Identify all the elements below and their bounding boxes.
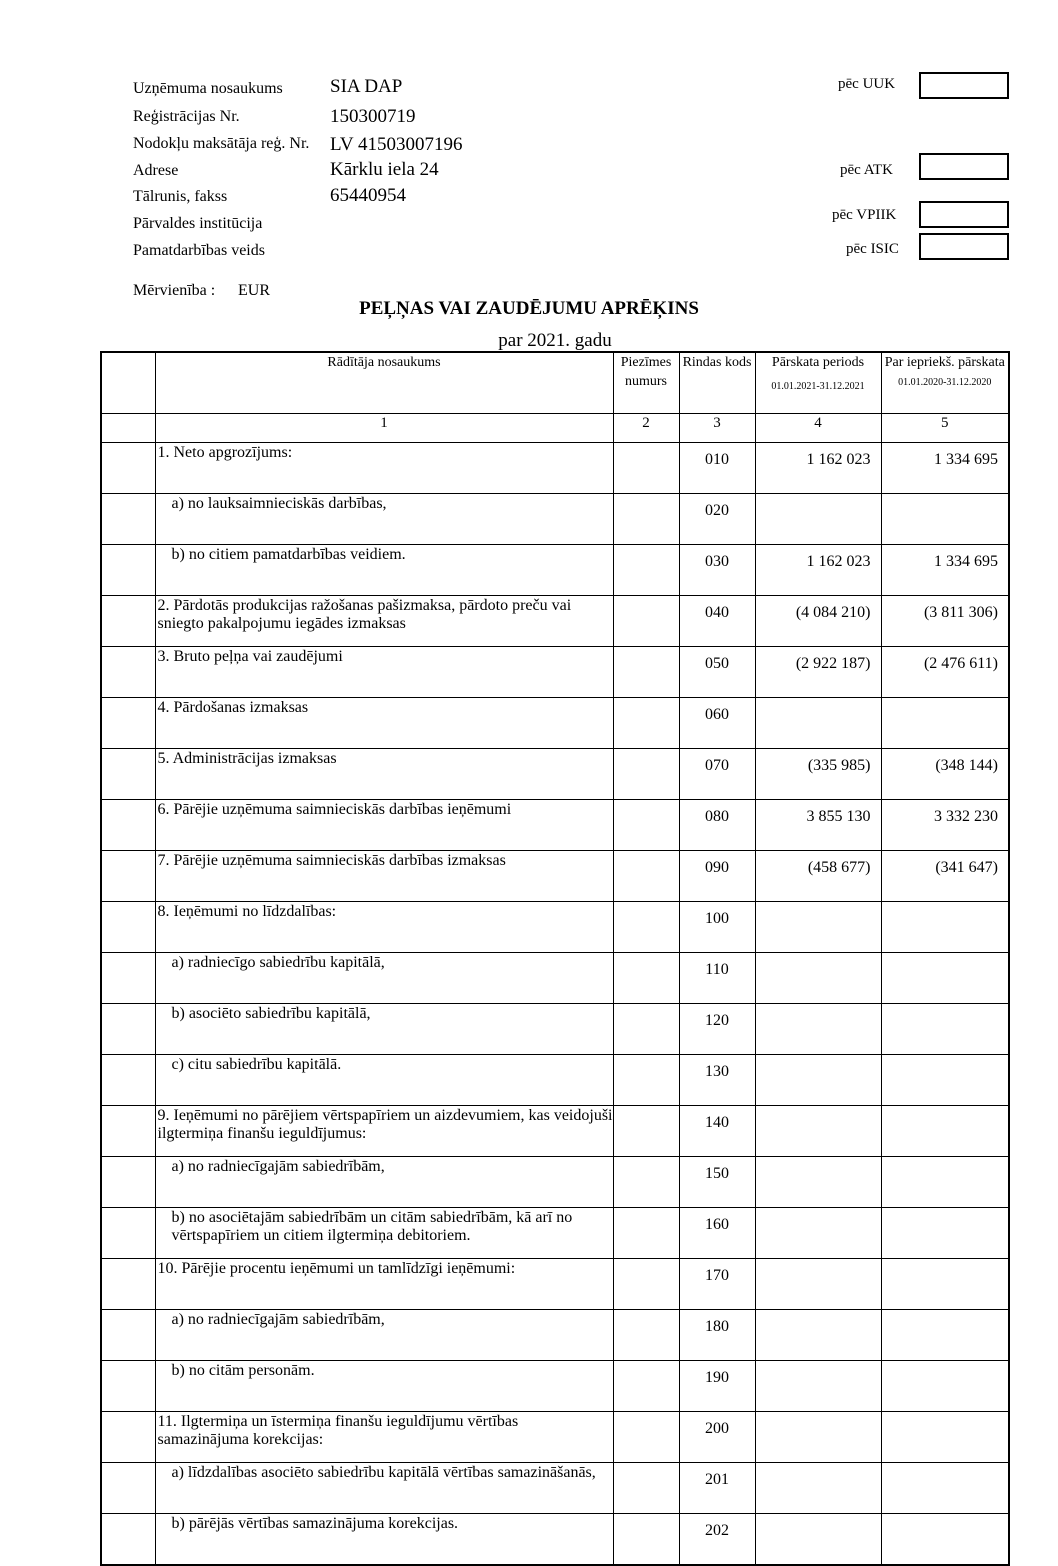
row-notes [613, 1157, 679, 1208]
row-marker-cell [101, 1208, 155, 1259]
row-marker-cell [101, 1463, 155, 1514]
col-number: 5 [881, 414, 1009, 443]
row-previous-value: 3 332 230 [881, 800, 1009, 851]
uuk-box[interactable] [919, 72, 1009, 99]
row-previous-value: (341 647) [881, 851, 1009, 902]
activity-label: Pamatdarbības veids [133, 242, 265, 259]
row-code: 120 [679, 1004, 755, 1055]
row-name: 5. Administrācijas izmaksas [155, 749, 613, 800]
isic-label: pēc ISIC [846, 241, 899, 257]
header-current-period: 01.01.2021-31.12.2021 [771, 381, 865, 392]
row-name: 1. Neto apgrozījums: [155, 443, 613, 494]
row-marker-cell [101, 443, 155, 494]
row-name: 11. Ilgtermiņa un īstermiņa finanšu ieguldījumu vērtības samazinājuma korekcijas: [155, 1412, 613, 1463]
row-name: a) no radniecīgajām sabiedrībām, [155, 1310, 613, 1361]
row-name: b) asociēto sabiedrību kapitālā, [155, 1004, 613, 1055]
row-marker-cell [101, 596, 155, 647]
row-name: 2. Pārdotās produkcijas ražošanas pašizmaksa, pārdoto preču vai sniegto pakalpojumu iegādes izmaksas [155, 596, 613, 647]
row-marker-cell [101, 1259, 155, 1310]
row-marker-cell [101, 953, 155, 1004]
col-number-blank [101, 414, 155, 443]
row-previous-value [881, 953, 1009, 1004]
row-code: 202 [679, 1514, 755, 1566]
row-notes [613, 749, 679, 800]
row-current-value [755, 494, 881, 545]
row-name: 9. Ieņēmumi no pārējiem vērtspapīriem un aizdevumiem, kas veidojuši ilgtermiņa finanšu ieguldījumus: [155, 1106, 613, 1157]
row-previous-value [881, 1361, 1009, 1412]
row-notes [613, 494, 679, 545]
row-name: 7. Pārējie uzņēmuma saimnieciskās darbības izmaksas [155, 851, 613, 902]
row-code: 020 [679, 494, 755, 545]
row-notes [613, 953, 679, 1004]
row-notes [613, 1361, 679, 1412]
row-notes [613, 1106, 679, 1157]
row-code: 090 [679, 851, 755, 902]
vpiik-label: pēc VPIIK [832, 207, 897, 223]
row-previous-value: (348 144) [881, 749, 1009, 800]
row-current-value: (4 084 210) [755, 596, 881, 647]
row-marker-cell [101, 545, 155, 596]
row-code: 201 [679, 1463, 755, 1514]
header-code: Rindas kods [679, 352, 755, 414]
row-current-value: 1 162 023 [755, 545, 881, 596]
row-name: b) no citiem pamatdarbības veidiem. [155, 545, 613, 596]
uuk-label: pēc UUK [838, 76, 896, 92]
row-previous-value [881, 1208, 1009, 1259]
row-marker-cell [101, 1004, 155, 1055]
table-row [101, 1157, 1009, 1208]
row-code: 010 [679, 443, 755, 494]
company-name-value: SIA DAP [330, 76, 403, 97]
row-current-value [755, 1208, 881, 1259]
row-current-value [755, 1055, 881, 1106]
row-notes [613, 1259, 679, 1310]
table-row [101, 596, 1009, 647]
page-title: PEĻŅAS VAI ZAUDĒJUMU APRĒĶINS [359, 298, 699, 319]
row-previous-value [881, 1310, 1009, 1361]
row-previous-value: 1 334 695 [881, 443, 1009, 494]
authority-label: Pārvaldes institūcija [133, 215, 263, 232]
table-row [101, 1310, 1009, 1361]
table-row [101, 1106, 1009, 1157]
row-notes [613, 1055, 679, 1106]
row-current-value [755, 953, 881, 1004]
table-row [101, 1208, 1009, 1259]
col-number: 3 [679, 414, 755, 443]
table-row [101, 851, 1009, 902]
row-code: 060 [679, 698, 755, 749]
row-marker-cell [101, 800, 155, 851]
row-notes [613, 1463, 679, 1514]
table-row [101, 953, 1009, 1004]
table-row [101, 443, 1009, 494]
row-previous-value [881, 1106, 1009, 1157]
income-statement-table [100, 351, 1010, 1566]
table-row [101, 1514, 1009, 1566]
row-code: 100 [679, 902, 755, 953]
row-notes [613, 545, 679, 596]
address-value: Kārklu iela 24 [330, 159, 439, 180]
row-marker-cell [101, 494, 155, 545]
row-marker-cell [101, 1412, 155, 1463]
row-previous-value [881, 1055, 1009, 1106]
row-name: 6. Pārējie uzņēmuma saimnieciskās darbības ieņēmumi [155, 800, 613, 851]
row-code: 160 [679, 1208, 755, 1259]
company-name-label: Uzņēmuma nosaukums [133, 80, 283, 97]
table-row [101, 545, 1009, 596]
header-previous-label: Par iepriekš. pārskata [884, 355, 1005, 370]
table-row [101, 1361, 1009, 1412]
row-current-value [755, 902, 881, 953]
row-previous-value: (3 811 306) [881, 596, 1009, 647]
row-current-value [755, 1106, 881, 1157]
col-number: 1 [155, 414, 613, 443]
vpiik-box[interactable] [919, 201, 1009, 228]
row-notes [613, 1004, 679, 1055]
row-marker-cell [101, 851, 155, 902]
row-code: 170 [679, 1259, 755, 1310]
table-row [101, 749, 1009, 800]
row-marker-cell [101, 1106, 155, 1157]
row-notes [613, 1208, 679, 1259]
row-code: 180 [679, 1310, 755, 1361]
row-previous-value [881, 1463, 1009, 1514]
row-code: 140 [679, 1106, 755, 1157]
table-row [101, 1463, 1009, 1514]
row-code: 080 [679, 800, 755, 851]
table-row [101, 800, 1009, 851]
row-name: b) pārējās vērtības samazinājuma korekcijas. [155, 1514, 613, 1566]
col-number: 4 [755, 414, 881, 443]
row-current-value: 3 855 130 [755, 800, 881, 851]
row-marker-cell [101, 1361, 155, 1412]
row-previous-value: 1 334 695 [881, 545, 1009, 596]
row-current-value: (458 677) [755, 851, 881, 902]
row-notes [613, 1412, 679, 1463]
header-current [755, 352, 881, 414]
row-marker-cell [101, 647, 155, 698]
row-current-value: (2 922 187) [755, 647, 881, 698]
header-notes: Piezīmes numurs [613, 352, 679, 414]
phone-label: Tālrunis, fakss [133, 188, 228, 205]
row-code: 040 [679, 596, 755, 647]
address-label: Adrese [133, 162, 179, 179]
table-row [101, 1259, 1009, 1310]
row-notes [613, 800, 679, 851]
row-name: a) līdzdalības asociēto sabiedrību kapitālā vērtības samazināšanās, [155, 1463, 613, 1514]
row-current-value [755, 1004, 881, 1055]
row-code: 200 [679, 1412, 755, 1463]
table-row [101, 494, 1009, 545]
row-notes [613, 902, 679, 953]
header-name: Rādītāja nosaukums [155, 352, 613, 414]
row-current-value [755, 1310, 881, 1361]
row-marker-cell [101, 698, 155, 749]
atk-box[interactable] [919, 153, 1009, 180]
row-name: 10. Pārējie procentu ieņēmumi un tamlīdzīgi ieņēmumi: [155, 1259, 613, 1310]
row-marker-cell [101, 902, 155, 953]
column-number-row [101, 414, 1009, 443]
row-notes [613, 596, 679, 647]
row-previous-value [881, 698, 1009, 749]
row-name: b) no citām personām. [155, 1361, 613, 1412]
atk-label: pēc ATK [840, 162, 893, 178]
row-notes [613, 443, 679, 494]
header-blank [101, 352, 155, 414]
row-name: a) no lauksaimnieciskās darbības, [155, 494, 613, 545]
phone-value: 65440954 [330, 185, 406, 206]
table-row [101, 698, 1009, 749]
isic-box[interactable] [919, 233, 1009, 260]
row-notes [613, 647, 679, 698]
row-previous-value: (2 476 611) [881, 647, 1009, 698]
unit-label: Mērvienība : [133, 282, 216, 299]
row-previous-value [881, 1259, 1009, 1310]
row-notes [613, 1514, 679, 1566]
row-code: 150 [679, 1157, 755, 1208]
row-name: 8. Ieņēmumi no līdzdalības: [155, 902, 613, 953]
page-subtitle: par 2021. gadu [498, 330, 612, 350]
row-code: 130 [679, 1055, 755, 1106]
unit-value: EUR [238, 282, 270, 299]
row-previous-value [881, 1157, 1009, 1208]
row-marker-cell [101, 1514, 155, 1566]
table-row [101, 647, 1009, 698]
row-current-value [755, 698, 881, 749]
row-marker-cell [101, 1310, 155, 1361]
row-previous-value [881, 1412, 1009, 1463]
row-previous-value [881, 1004, 1009, 1055]
row-marker-cell [101, 1157, 155, 1208]
row-notes [613, 698, 679, 749]
table-row [101, 1004, 1009, 1055]
row-name: 4. Pārdošanas izmaksas [155, 698, 613, 749]
row-current-value [755, 1412, 881, 1463]
row-current-value [755, 1259, 881, 1310]
row-current-value: 1 162 023 [755, 443, 881, 494]
row-code: 050 [679, 647, 755, 698]
reg-value: 150300719 [330, 106, 416, 127]
row-notes [613, 851, 679, 902]
table-row [101, 1412, 1009, 1463]
row-current-value [755, 1157, 881, 1208]
tax-value: LV 41503007196 [330, 134, 463, 155]
row-notes [613, 1310, 679, 1361]
table-row [101, 902, 1009, 953]
row-name: 3. Bruto peļņa vai zaudējumi [155, 647, 613, 698]
table-header-row [101, 352, 1009, 414]
header-previous [881, 352, 1009, 414]
col-number: 2 [613, 414, 679, 443]
row-current-value: (335 985) [755, 749, 881, 800]
row-previous-value [881, 1514, 1009, 1566]
row-name: a) radniecīgo sabiedrību kapitālā, [155, 953, 613, 1004]
row-previous-value [881, 902, 1009, 953]
tax-label: Nodokļu maksātāja reģ. Nr. [133, 135, 310, 152]
header-current-label: Pārskata periods [771, 355, 865, 370]
row-previous-value [881, 494, 1009, 545]
reg-label: Reģistrācijas Nr. [133, 108, 240, 125]
row-current-value [755, 1361, 881, 1412]
row-code: 070 [679, 749, 755, 800]
header-previous-period: 01.01.2020-31.12.2020 [898, 377, 992, 388]
row-name: c) citu sabiedrību kapitālā. [155, 1055, 613, 1106]
row-current-value [755, 1514, 881, 1566]
row-marker-cell [101, 749, 155, 800]
row-code: 030 [679, 545, 755, 596]
row-marker-cell [101, 1055, 155, 1106]
row-code: 190 [679, 1361, 755, 1412]
row-code: 110 [679, 953, 755, 1004]
row-name: a) no radniecīgajām sabiedrībām, [155, 1157, 613, 1208]
row-current-value [755, 1463, 881, 1514]
table-row [101, 1055, 1009, 1106]
row-name: b) no asociētajām sabiedrībām un citām sabiedrībām, kā arī no vērtspapīriem un citiem ilgtermiņa debitoriem. [155, 1208, 613, 1259]
